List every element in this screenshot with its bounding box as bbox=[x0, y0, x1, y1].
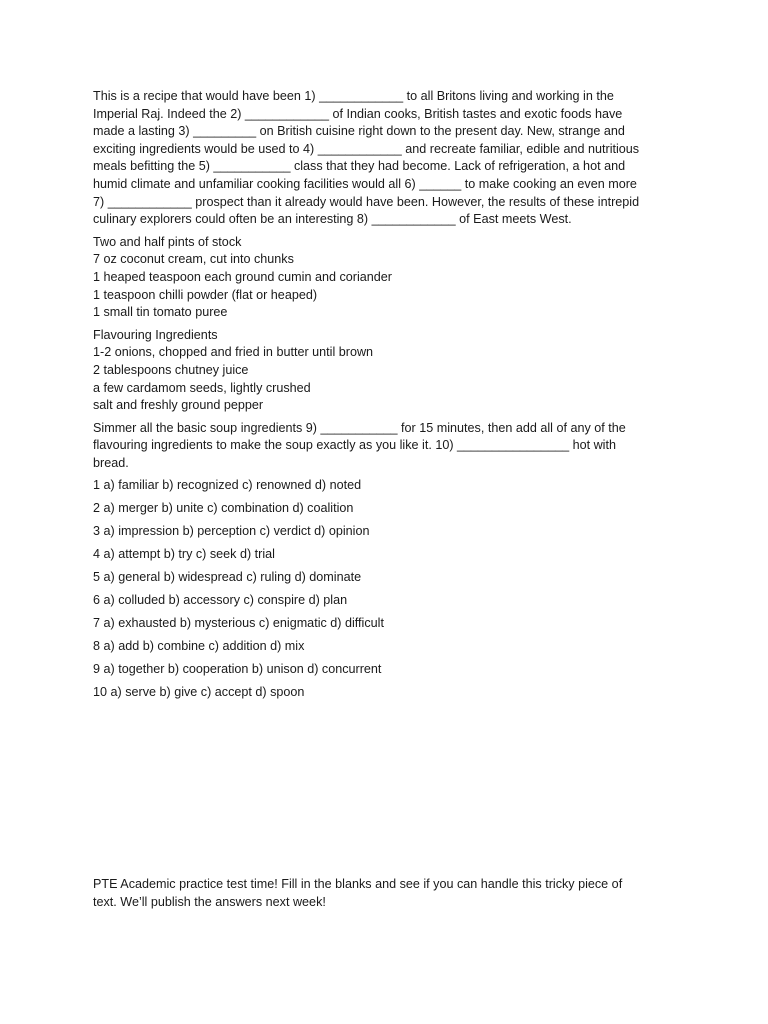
question-item: 6 a) colluded b) accessory c) conspire d) plan bbox=[93, 593, 348, 608]
question-item: 3 a) impression b) perception c) verdict d) opinion bbox=[93, 524, 370, 539]
passage-line: This is a recipe that would have been 1) ____________ to all Britons living and working in the bbox=[93, 89, 614, 103]
passage-paragraph bbox=[93, 88, 683, 229]
flavouring-item: a few cardamom seeds, lightly crushed bbox=[93, 380, 311, 395]
flavouring-item: salt and freshly ground pepper bbox=[93, 398, 264, 413]
method-paragraph bbox=[93, 420, 683, 473]
passage-line: culinary explorers could often be an interesting 8) ____________ of East meets West. bbox=[93, 212, 572, 227]
passage-line: made a lasting 3) _________ on British cuisine right down to the present day. New, strange and bbox=[93, 124, 625, 139]
question-item: 1 a) familiar b) recognized c) renowned d) noted bbox=[93, 478, 362, 493]
question-item: 5 a) general b) widespread c) ruling d) dominate bbox=[93, 570, 362, 585]
basic-ingredients-list bbox=[93, 234, 683, 322]
flavouring-item: 1-2 onions, chopped and fried in butter until brown bbox=[93, 345, 374, 360]
passage-line: meals befitting the 5) ___________ class that they had become. Lack of refrigeration, a hot and bbox=[93, 159, 626, 174]
question-item: 10 a) serve b) give c) accept d) spoon bbox=[93, 685, 305, 700]
ingredient-item: 1 small tin tomato puree bbox=[93, 305, 228, 320]
footer-line: text. We’ll publish the answers next week! bbox=[93, 894, 326, 909]
passage-line: exciting ingredients would be used to 4) ____________ and recreate familiar, edible and nutritious bbox=[93, 141, 640, 156]
footer-note bbox=[93, 876, 693, 911]
document-body bbox=[93, 88, 683, 702]
ingredient-item: 7 oz coconut cream, cut into chunks bbox=[93, 252, 294, 267]
passage-line: humid climate and unfamiliar cooking facilities would all 6) ______ to make cooking an even more bbox=[93, 176, 637, 191]
ingredient-item: 1 teaspoon chilli powder (flat or heaped) bbox=[93, 287, 318, 302]
footer-line: PTE Academic practice test time! Fill in the blanks and see if you can handle this tricky piece of bbox=[93, 877, 623, 891]
method-line: bread. bbox=[93, 455, 129, 470]
method-line: flavouring ingredients to make the soup exactly as you like it. 10) ________________ hot with bbox=[93, 438, 616, 453]
question-item: 9 a) together b) cooperation b) unison d) concurrent bbox=[93, 662, 382, 677]
flavouring-heading: Flavouring Ingredients bbox=[93, 327, 218, 342]
passage-line: Imperial Raj. Indeed the 2) ____________ of Indian cooks, British tastes and exotic foods have bbox=[93, 106, 623, 121]
question-item: 7 a) exhausted b) mysterious c) enigmatic d) difficult bbox=[93, 616, 384, 631]
method-line: Simmer all the basic soup ingredients 9) ___________ for 15 minutes, then add all of any of the bbox=[93, 420, 626, 435]
flavouring-ingredients-list bbox=[93, 327, 683, 415]
question-item: 8 a) add b) combine c) addition d) mix bbox=[93, 639, 305, 654]
question-item: 4 a) attempt b) try c) seek d) trial bbox=[93, 547, 275, 562]
questions-list bbox=[93, 477, 683, 701]
question-item: 2 a) merger b) unite c) combination d) coalition bbox=[93, 501, 354, 516]
flavouring-item: 2 tablespoons chutney juice bbox=[93, 362, 249, 377]
passage-line: 7) ____________ prospect than it already would have been. However, the results of these intrepid bbox=[93, 194, 640, 209]
ingredient-item: Two and half pints of stock bbox=[93, 234, 242, 249]
ingredient-item: 1 heaped teaspoon each ground cumin and coriander bbox=[93, 269, 392, 284]
